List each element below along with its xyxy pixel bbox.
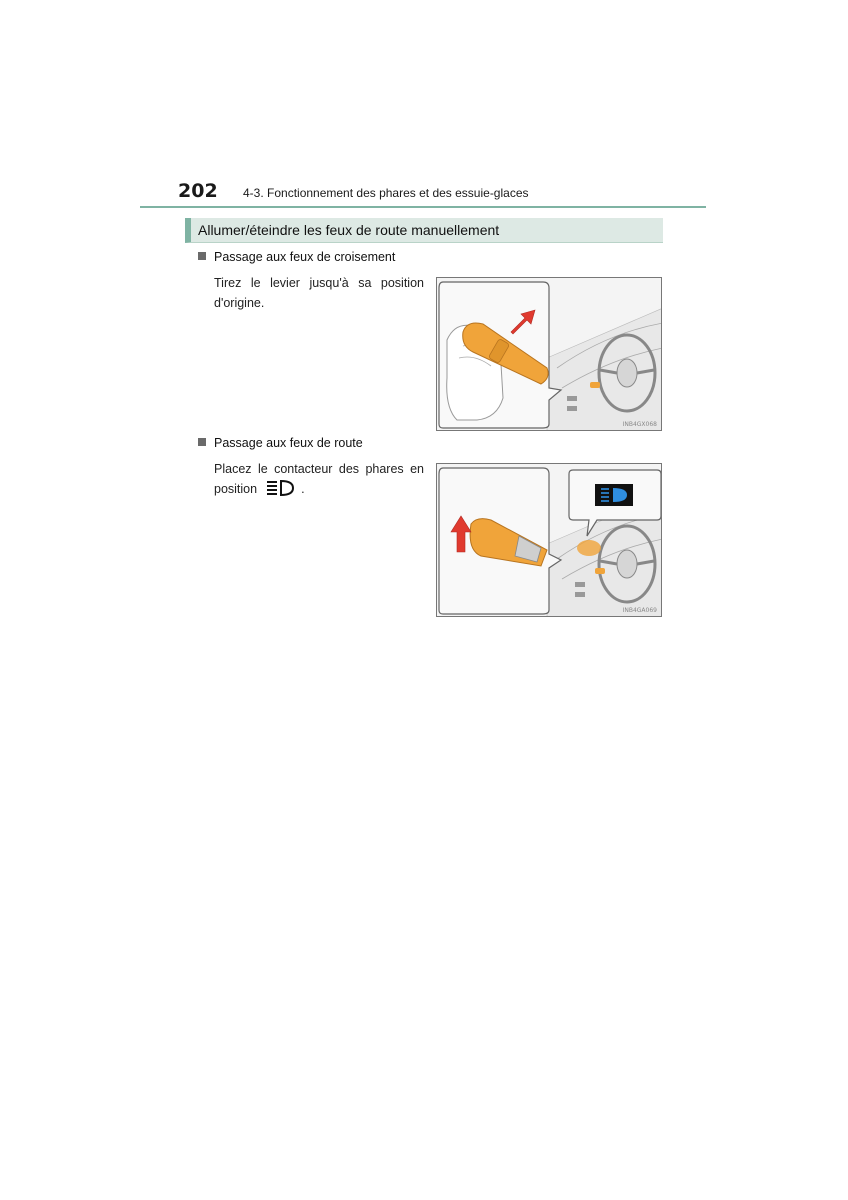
- page-number: 202: [178, 180, 218, 202]
- subheading-low-beam: [198, 250, 395, 264]
- figure-low-beam-illustration: [437, 278, 662, 431]
- subheading-high-beam: [198, 436, 363, 450]
- header-rule: [140, 206, 706, 208]
- section-title: Allumer/éteindre les feux de route manuellement: [198, 222, 500, 238]
- figure-high-beam-illustration: [437, 464, 662, 617]
- bullet-square-icon: [198, 252, 206, 260]
- figure-code-low-beam: INB4GX068: [622, 421, 657, 428]
- chapter-title: 4-3. Fonctionnement des phares et des essuie-glaces: [243, 186, 529, 200]
- subheading-low-beam-label: Passage aux feux de croisement: [214, 250, 396, 264]
- bullet-square-icon: [198, 438, 206, 446]
- figure-high-beam: [436, 463, 662, 617]
- section-header: [185, 218, 663, 243]
- figure-code-high-beam: INB4GA069: [622, 607, 657, 614]
- body-text-low-beam: Tirez le levier jusqu'à sa position d'origine.: [214, 276, 424, 310]
- body-text-high-beam-end: .: [301, 482, 305, 496]
- body-text-high-beam-main: Placez le contacteur des phares en position: [214, 462, 424, 496]
- body-text-high-beam: [214, 459, 424, 503]
- high-beam-icon: [265, 479, 295, 503]
- subheading-high-beam-label: Passage aux feux de route: [214, 436, 363, 450]
- figure-low-beam: [436, 277, 662, 431]
